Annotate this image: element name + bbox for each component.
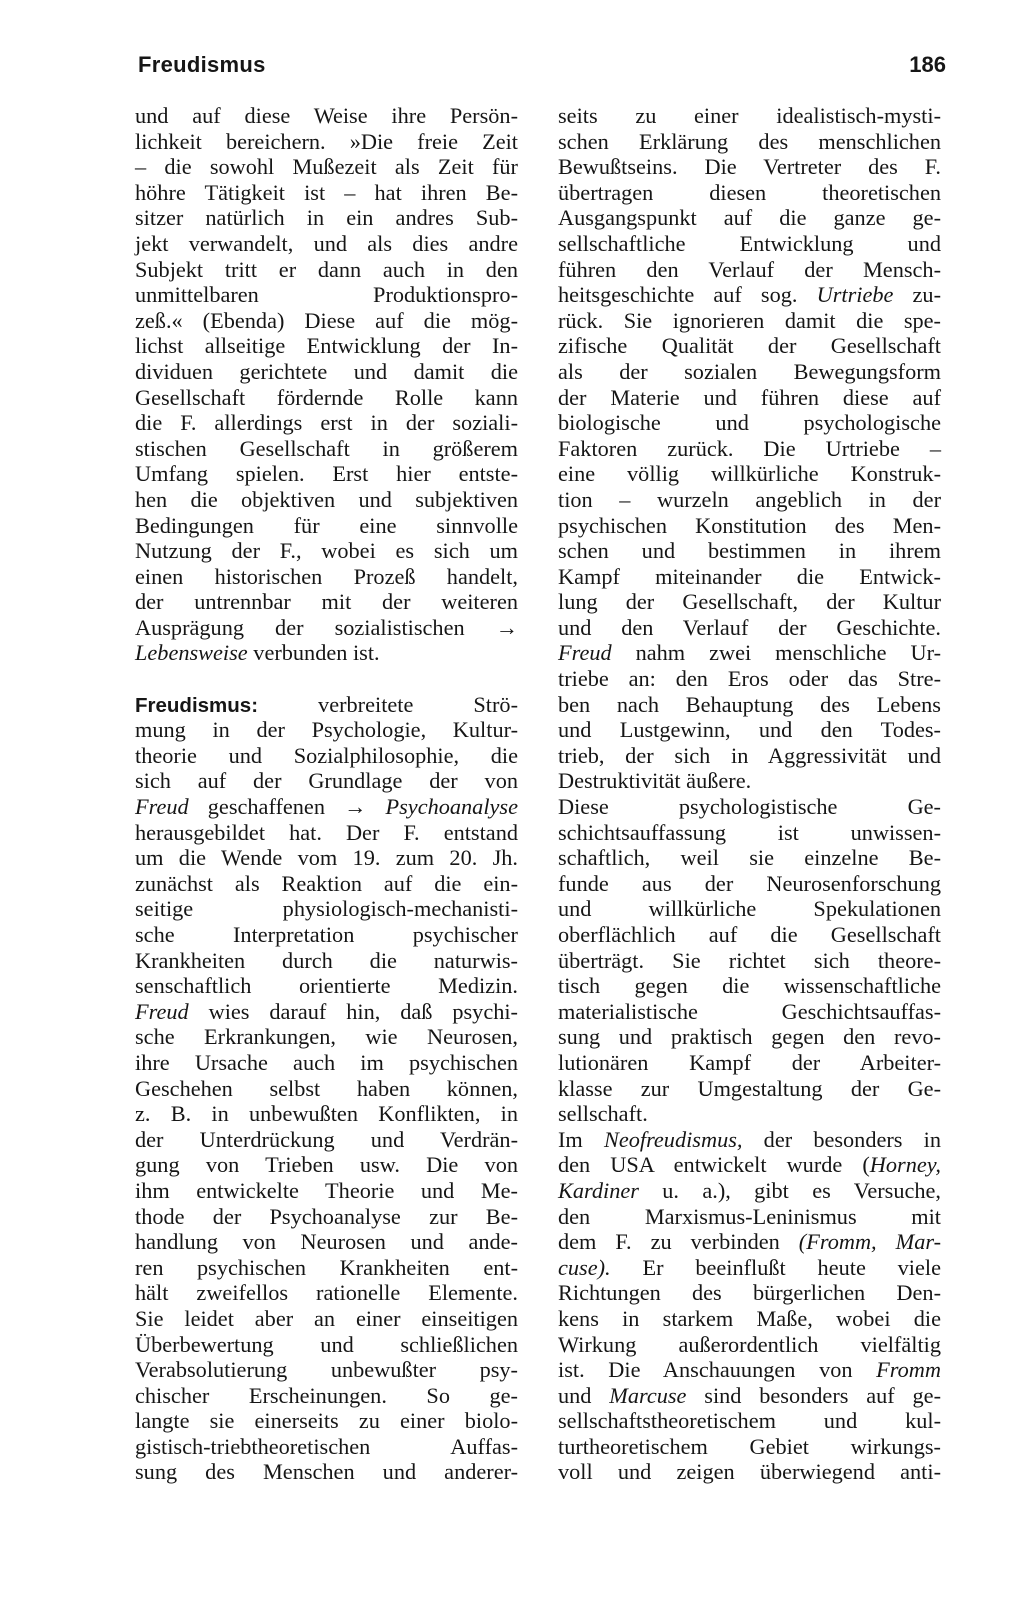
text-line [135,589,518,615]
text-line [558,1101,941,1127]
line-text: der Unterdrückung und Verdrän- [135,1126,518,1152]
line-text: eine völlig willkürliche Konstruk- [558,461,941,487]
text-line [135,1255,518,1281]
text-line [135,1127,518,1153]
text-line [558,845,941,871]
text-line [135,1101,518,1127]
text-line [135,205,518,231]
line-text: materialistische Geschichtsauffas- [558,998,941,1024]
text-line [558,359,941,385]
line-text: funde aus der Neurosenforschung [558,870,941,896]
text-line [558,666,941,692]
line-text: theorie und Sozialphilosophie, die [135,742,518,768]
line-text: überträgt. Sie richtet sich theore- [558,947,941,973]
text-line [558,282,941,308]
line-text: Wirkung außerordentlich vielfältig [558,1331,941,1357]
line-text: sche Interpretation psychischer [135,922,518,947]
text-line [558,922,941,948]
text-line [135,257,518,283]
text-line [135,1280,518,1306]
line-text: Bewußtseins. Die Vertreter des F. [558,154,941,180]
text-line [558,129,941,155]
text-line [558,1178,941,1204]
line-text: und willkürliche Spekulationen [558,896,941,922]
line-text: ben nach Behauptung des Lebens [558,691,941,717]
text-line [135,359,518,385]
italic-term: Kardiner [558,1177,639,1203]
line-text: z. B. in unbewußten Konflikten, in [135,1101,518,1127]
line-text: lutionären Kampf der Arbeiter- [558,1049,941,1075]
text-line [135,103,518,129]
text-line [558,538,941,564]
line-text: sellschaftliche Entwicklung und [558,230,941,256]
line-text: Kampf miteinander die Entwick- [558,563,941,589]
line-text: Richtungen des bürgerlichen Den- [558,1280,941,1306]
line-text: nahm zwei menschliche Ur- [611,640,941,666]
page-number: 186 [909,52,946,77]
line-text: rück. Sie ignorieren damit die spe- [558,307,941,333]
text-line [135,410,518,436]
line-text: Bedingungen für eine sinnvolle [135,512,518,538]
line-text: seitige physiologisch-mechanisti- [135,896,518,922]
text-line [135,1332,518,1358]
text-line [558,333,941,359]
line-text: und den Verlauf der Geschichte. [558,614,941,640]
text-line [558,308,941,334]
line-text: ihm entwickelte Theorie und Me- [135,1177,518,1203]
italic-term: Fromm [876,1357,941,1383]
text-line [558,385,941,411]
line-text: sitzer natürlich in ein andres Sub- [135,205,518,231]
line-text: dividuen gerichtete und damit die [135,358,518,384]
text-line [558,999,941,1025]
line-text: sich auf der Grundlage der von [135,768,518,794]
line-text: oberflächlich auf die Gesellschaft [558,922,941,947]
running-head: Freudismus [138,52,266,77]
text-line [135,1459,518,1485]
text-line [135,922,518,948]
text-line [558,768,941,794]
text-line [558,1306,941,1332]
text-line [135,436,518,462]
entry-gap [135,666,518,692]
line-text: Überbewertung und schließlichen [135,1331,518,1357]
line-text: Diese psychologistische Ge- [558,794,941,820]
text-line [558,103,941,129]
italic-term: Horney, [869,1152,941,1178]
text-line [558,640,941,666]
line-text: hen die objektiven und subjektiven [135,486,518,512]
text-line [558,692,941,718]
italic-term: Freud [135,998,189,1024]
line-text: stischen Gesellschaft in größerem [135,435,518,461]
line-text: als der sozialen Bewegungsform [558,358,941,384]
text-line [135,385,518,411]
text-line [558,1459,941,1485]
line-text: gung von Trieben usw. Die von [135,1152,518,1178]
text-line [558,180,941,206]
text-line [135,487,518,513]
line-text: Subjekt tritt er dann auch in den [135,256,518,282]
line-text: jekt verwandelt, und als dies andre [135,230,518,256]
page-header [138,52,946,86]
text-line [558,1050,941,1076]
line-text: – die sowohl Mußezeit als Zeit für [135,154,518,180]
line-text: schen und bestimmen in ihrem [558,538,941,564]
line-text: zu- [893,282,942,308]
text-line [558,1332,941,1358]
line-text: lung der Gesellschaft, der Kultur [558,589,941,615]
text-line [135,1357,518,1383]
text-line [135,999,518,1025]
text-line [558,615,941,641]
text-line [135,308,518,334]
text-line [135,333,518,359]
line-text: den USA entwickelt wurde ( [558,1152,870,1178]
line-text: wies darauf hin, daß psychi- [188,998,518,1024]
text-line [558,1229,941,1255]
line-text: Ausprägung der sozialistischen → [135,614,518,640]
line-text: zunächst als Reaktion auf die ein- [135,870,518,896]
line-text: die F. allerdings erst in der soziali- [135,410,518,436]
text-line [558,1280,941,1306]
line-text: Umfang spielen. Erst hier entste- [135,461,518,487]
line-text: triebe an: den Eros oder das Stre- [558,666,941,692]
text-line [135,129,518,155]
line-text: sellschaftstheoretischem und kul- [558,1408,941,1434]
left-column [135,103,518,1485]
line-text: herausgebildet hat. Der F. entstand [135,819,518,845]
italic-term: Neofreudismus, [603,1126,743,1152]
line-text: den Marxismus-Leninismus mit [558,1203,941,1229]
line-text: heitsgeschichte auf sog. [558,282,817,308]
text-line [135,1204,518,1230]
line-text: dem F. zu verbinden [558,1229,799,1255]
text-line [558,1255,941,1281]
text-line [558,257,941,283]
line-text: thode der Psychoanalyse zur Be- [135,1203,518,1229]
line-text: und [558,1382,610,1408]
text-line [135,1024,518,1050]
text-line [135,743,518,769]
line-text: einen historischen Prozeß handelt, [135,563,518,589]
line-text: kens in starkem Maße, wobei die [558,1305,941,1331]
line-text: Nutzung der F., wobei es sich um [135,538,518,564]
line-text: übertragen diesen theoretischen [558,179,941,205]
text-line [558,1127,941,1153]
text-line [558,231,941,257]
text-line [558,1434,941,1460]
line-text: lichkeit bereichern. »Die freie Zeit [135,128,518,154]
line-text: geschaffenen → [188,794,386,820]
text-line [558,871,941,897]
text-line [135,282,518,308]
line-text: chischer Erscheinungen. So ge- [135,1382,518,1408]
italic-term: Psychoanalyse [385,794,518,820]
text-line [558,513,941,539]
text-line [558,948,941,974]
line-text: und auf diese Weise ihre Persön- [135,103,518,128]
line-text: tisch gegen die wissenschaftliche [558,973,941,999]
text-line [135,538,518,564]
text-line [558,820,941,846]
text-line [558,1383,941,1409]
text-line [135,640,518,666]
text-line [135,231,518,257]
text-line [135,896,518,922]
line-text: handlung von Neurosen und ande- [135,1229,518,1255]
line-text: der untrennbar mit der weiteren [135,589,518,615]
line-text: Im [558,1126,604,1152]
text-line [558,1204,941,1230]
text-line [558,1024,941,1050]
text-line [558,794,941,820]
line-text: ihre Ursache auch im psychischen [135,1049,518,1075]
text-line [558,743,941,769]
line-text: sung des Menschen und anderer- [135,1459,518,1485]
line-text: Sie leidet aber an einer einseitigen [135,1305,518,1331]
line-text: sind besonders auf ge- [686,1382,941,1408]
text-line [135,717,518,743]
line-text: Faktoren zurück. Die Urtriebe – [558,435,941,461]
text-line [135,1050,518,1076]
text-line [558,1076,941,1102]
text-line [558,1408,941,1434]
line-text: Krankheiten durch die naturwis- [135,947,518,973]
italic-term: Freud [135,794,189,820]
text-line [135,180,518,206]
text-line [558,487,941,513]
text-line [135,845,518,871]
text-line [135,1408,518,1434]
line-text: schen Erklärung des menschlichen [558,128,941,154]
line-text: voll und zeigen überwiegend anti- [558,1459,941,1485]
line-text: Er beeinflußt heute viele [610,1254,941,1280]
text-line [135,1306,518,1332]
text-line [135,1152,518,1178]
text-line [135,768,518,794]
text-line [558,564,941,590]
line-text: biologische und psychologische [558,410,941,436]
right-column [558,103,941,1485]
text-line [558,461,941,487]
text-line [135,871,518,897]
italic-term: Lebensweise [135,640,248,666]
line-text: verbunden ist. [247,640,380,666]
text-line [135,973,518,999]
line-text: sellschaft. [558,1101,648,1127]
line-text: trieb, der sich in Aggressivität und [558,742,941,768]
text-line [135,154,518,180]
line-text: tion – wurzeln angeblich in der [558,486,941,512]
line-text: höhre Tätigkeit ist – hat ihren Be- [135,179,518,205]
text-line [558,410,941,436]
line-text: Ausgangspunkt auf die ganze ge- [558,205,941,231]
line-text: zifische Qualität der Gesellschaft [558,333,941,359]
line-text: klasse zur Umgestaltung der Ge- [558,1075,941,1101]
line-text: u. a.), gibt es Versuche, [638,1177,941,1203]
line-text: und Lustgewinn, und den Todes- [558,717,941,743]
line-text: schaftlich, weil sie einzelne Be- [558,845,941,871]
line-text: Verabsolutierung unbewußter psy- [135,1357,518,1383]
line-text: mung in der Psychologie, Kultur- [135,717,518,743]
line-text: Gesellschaft fördernde Rolle kann [135,384,518,410]
text-line [558,717,941,743]
text-line [135,1434,518,1460]
text-line [558,205,941,231]
line-text: Destruktivität äußere. [558,768,752,794]
text-line [135,820,518,846]
line-text: langte sie einerseits zu einer biolo- [135,1408,518,1434]
text-line [558,589,941,615]
text-line [558,973,941,999]
text-line [135,1383,518,1409]
line-text: der besonders in [742,1126,942,1152]
line-text: sung und praktisch gegen den revo- [558,1024,941,1050]
line-text: senschaftlich orientierte Medizin. [135,973,518,999]
text-line [135,615,518,641]
line-text: ist. Die Anschauungen von [558,1357,877,1383]
text-line [558,436,941,462]
line-text: führen den Verlauf der Mensch- [558,256,941,282]
text-line [135,1076,518,1102]
line-text: psychischen Konstitution des Men- [558,512,941,538]
line-text: um die Wende vom 19. zum 20. Jh. [135,845,518,871]
line-text: hält zweifellos rationelle Elemente. [135,1280,518,1306]
text-line [135,564,518,590]
italic-term: (Fromm, Mar- [798,1229,941,1255]
italic-term: Urtriebe [816,282,894,308]
text-line [135,948,518,974]
line-text: verbreitete Strö- [258,691,518,717]
text-line [135,794,518,820]
line-text: gistisch-triebtheoretischen Auffas- [135,1433,518,1459]
text-line [135,1229,518,1255]
text-line [558,896,941,922]
text-line [135,692,518,718]
line-text: seits zu einer idealistisch-mysti- [558,103,941,128]
line-text: turtheoretischem Gebiet wirkungs- [558,1433,941,1459]
line-text: der Materie und führen diese auf [558,384,941,410]
text-line [558,1357,941,1383]
line-text: schichtsauffassung ist unwissen- [558,819,941,845]
line-text: Geschehen selbst haben können, [135,1075,518,1101]
text-line [558,1152,941,1178]
lemma-headword: Freudismus: [135,693,259,717]
line-text: zeß.« (Ebenda) Diese auf die mög- [135,307,518,333]
line-text: lichst allseitige Entwicklung der In- [135,333,518,359]
text-line [135,1178,518,1204]
line-text: ren psychischen Krankheiten ent- [135,1254,518,1280]
line-text: sche Erkrankungen, wie Neurosen, [135,1024,518,1050]
text-line [558,154,941,180]
italic-term: Marcuse [609,1382,687,1408]
text-line [135,461,518,487]
line-text: unmittelbaren Produktionspro- [135,282,518,308]
text-line [135,513,518,539]
italic-term: cuse). [558,1254,611,1280]
italic-term: Freud [558,640,612,666]
